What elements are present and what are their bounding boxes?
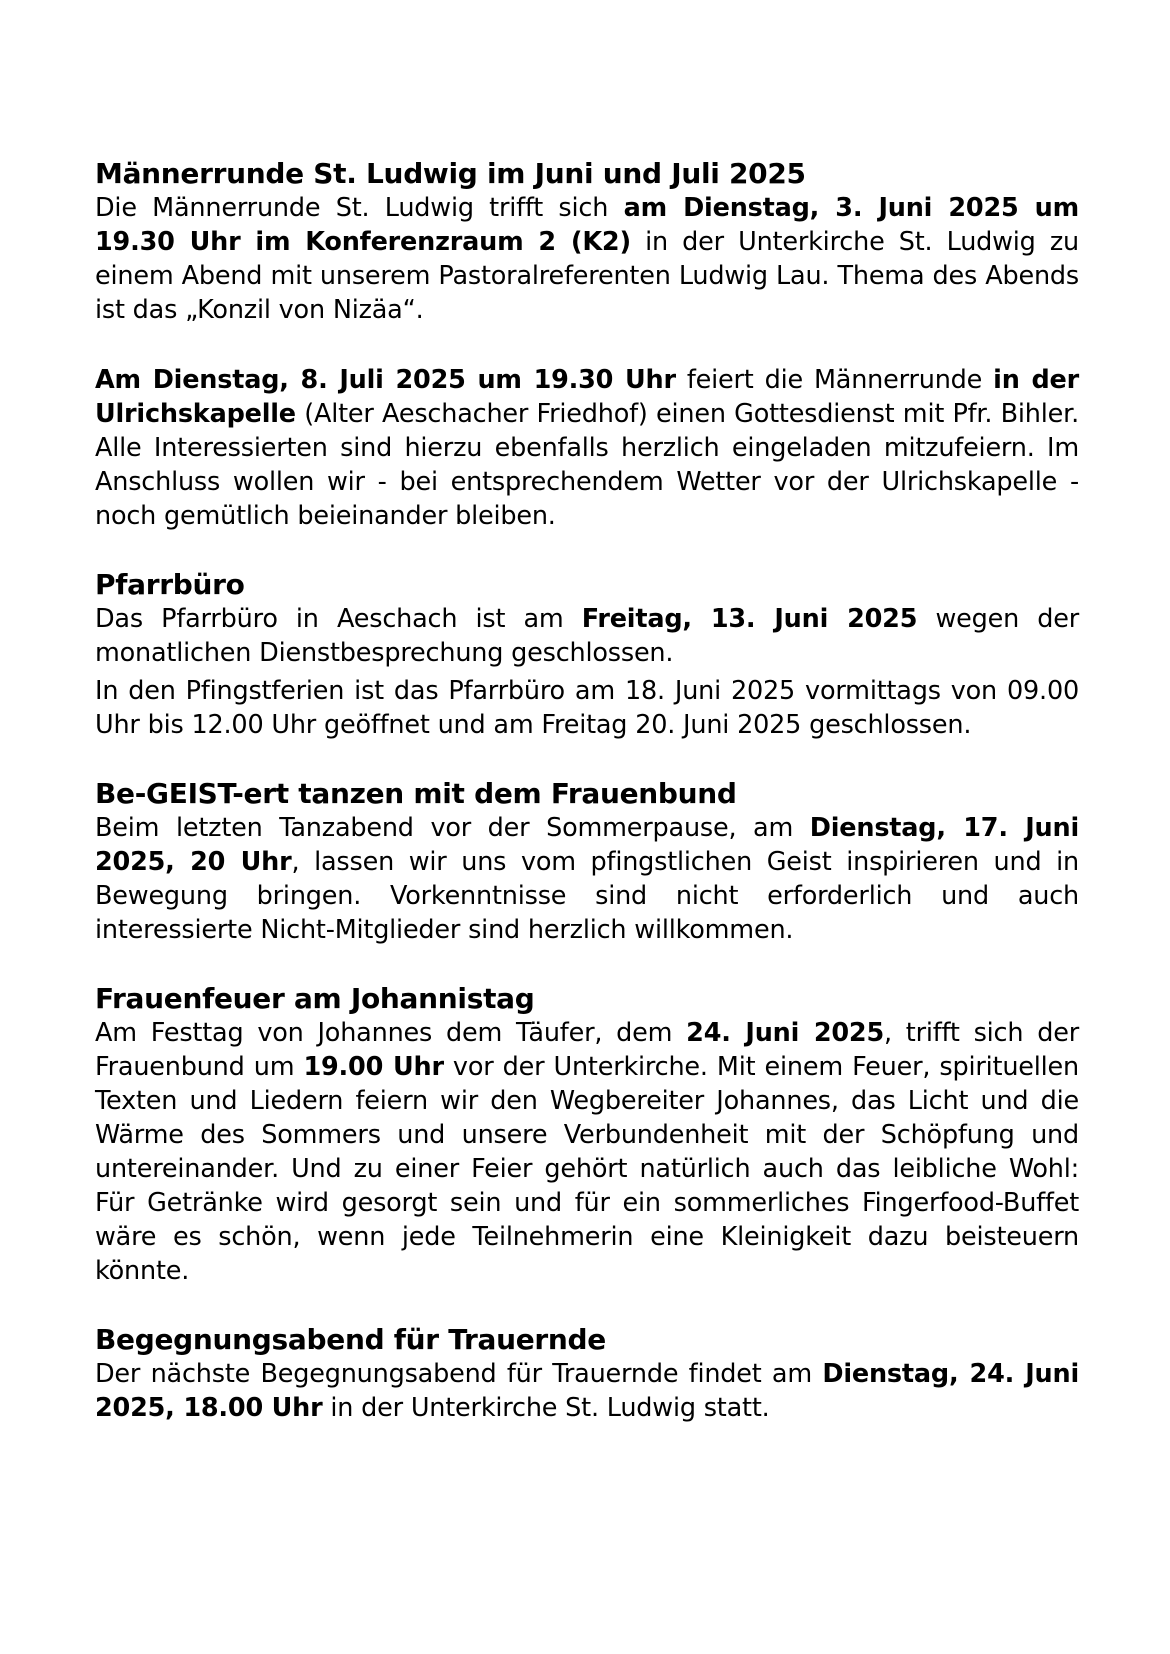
text-run: Beim letzten Tanzabend vor der Sommerpause, am bbox=[95, 813, 810, 843]
text-run: feiert die Männerrunde bbox=[675, 365, 994, 395]
section-heading: Begegnungsabend für Trauernde bbox=[95, 1323, 606, 1356]
section-tanzen-frauenbund bbox=[95, 776, 1079, 947]
section-heading: Pfarrbüro bbox=[95, 568, 245, 601]
text-run: vor der Unterkirche. Mit einem Feuer, spirituellen Texten und Liedern feiern wir den Wegbereiter Johannes, das Licht und die Wärme des Sommers und unsere Verbundenheit mit der Schöpfung und untereinander. Und zu einer Feier gehört natürlich auch das leibliche Wohl: Für Getränke wird gesorgt sein und für ein sommerliches Fingerfood-Buffet wäre es schön, wenn jede Teilnehmerin eine Kleinigkeit dazu beisteuern könnte. bbox=[95, 1052, 1079, 1286]
text-run: Der nächste Begegnungsabend für Trauernde findet am bbox=[95, 1359, 823, 1389]
text-run: Die Männerrunde St. Ludwig trifft sich bbox=[95, 193, 624, 223]
section-frauenfeuer bbox=[95, 981, 1079, 1288]
bold-text-run: 24. Juni 2025 bbox=[686, 1018, 884, 1048]
section-heading: Be-GEIST-ert tanzen mit dem Frauenbund bbox=[95, 777, 737, 810]
bold-text-run: in der Ulrichskapelle bbox=[95, 365, 1079, 429]
paragraph bbox=[95, 363, 1079, 533]
bold-text-run: Freitag, 13. Juni 2025 bbox=[581, 604, 918, 634]
text-run: , lassen wir uns vom pfingstlichen Geist inspirieren und in Bewegung bringen. Vorkenntnisse sind nicht erforderlich und auch interessierte Nicht-Mitglieder sind herzlich willkommen. bbox=[95, 847, 1080, 945]
text-run: wegen der monatlichen Dienstbesprechung geschlossen. bbox=[95, 604, 1079, 668]
section-heading: Männerrunde St. Ludwig im Juni und Juli 2025 bbox=[95, 157, 806, 190]
section-pfarrbuero bbox=[95, 567, 1079, 742]
paragraph bbox=[95, 1357, 1079, 1425]
text-run: in der Unterkirche St. Ludwig zu einem Abend mit unserem Pastoralreferenten Ludwig Lau. Thema des Abends ist das „Konzil von Nizäa“. bbox=[95, 227, 1080, 325]
bold-text-run: am Dienstag, 3. Juni 2025 um 19.30 Uhr im Konferenzraum 2 (K2) bbox=[95, 193, 1080, 257]
bulletin-page bbox=[95, 156, 1079, 1425]
paragraph bbox=[95, 602, 1079, 670]
section-begegnungsabend bbox=[95, 1322, 1079, 1425]
paragraph bbox=[95, 191, 1079, 327]
text-run: (Alter Aeschacher Friedhof) einen Gottesdienst mit Pfr. Bihler. Alle Interessierten sind hierzu ebenfalls herzlich eingeladen mitzufeiern. Im Anschluss wollen wir - bei entsprechendem Wetter vor der Ulrichskapelle - noch gemütlich beieinander bleiben. bbox=[95, 399, 1079, 531]
paragraph: In den Pfingstferien ist das Pfarrbüro am 18. Juni 2025 vormittags von 09.00 Uhr bis 12.00 Uhr geöffnet und am Freitag 20. Juni 2025 geschlossen. bbox=[95, 676, 1079, 740]
bold-text-run: Dienstag, 24. Juni 2025, 18.00 Uhr bbox=[95, 1359, 1079, 1423]
paragraph bbox=[95, 1016, 1079, 1288]
section-maennerrunde bbox=[95, 156, 1079, 533]
text-run: in der Unterkirche St. Ludwig statt. bbox=[322, 1393, 770, 1423]
text-run: Am Festtag von Johannes dem Täufer, dem bbox=[95, 1018, 687, 1048]
bold-text-run: Am Dienstag, 8. Juli 2025 um 19.30 Uhr bbox=[95, 365, 676, 395]
text-run: , trifft sich der Frauenbund um bbox=[95, 1018, 1079, 1082]
bold-text-run: Dienstag, 17. Juni 2025, 20 Uhr bbox=[95, 813, 1079, 877]
paragraph bbox=[95, 811, 1079, 947]
bold-text-run: 19.00 Uhr bbox=[303, 1052, 444, 1082]
text-run: Das Pfarrbüro in Aeschach ist am bbox=[95, 604, 582, 634]
section-heading: Frauenfeuer am Johannistag bbox=[95, 982, 535, 1015]
